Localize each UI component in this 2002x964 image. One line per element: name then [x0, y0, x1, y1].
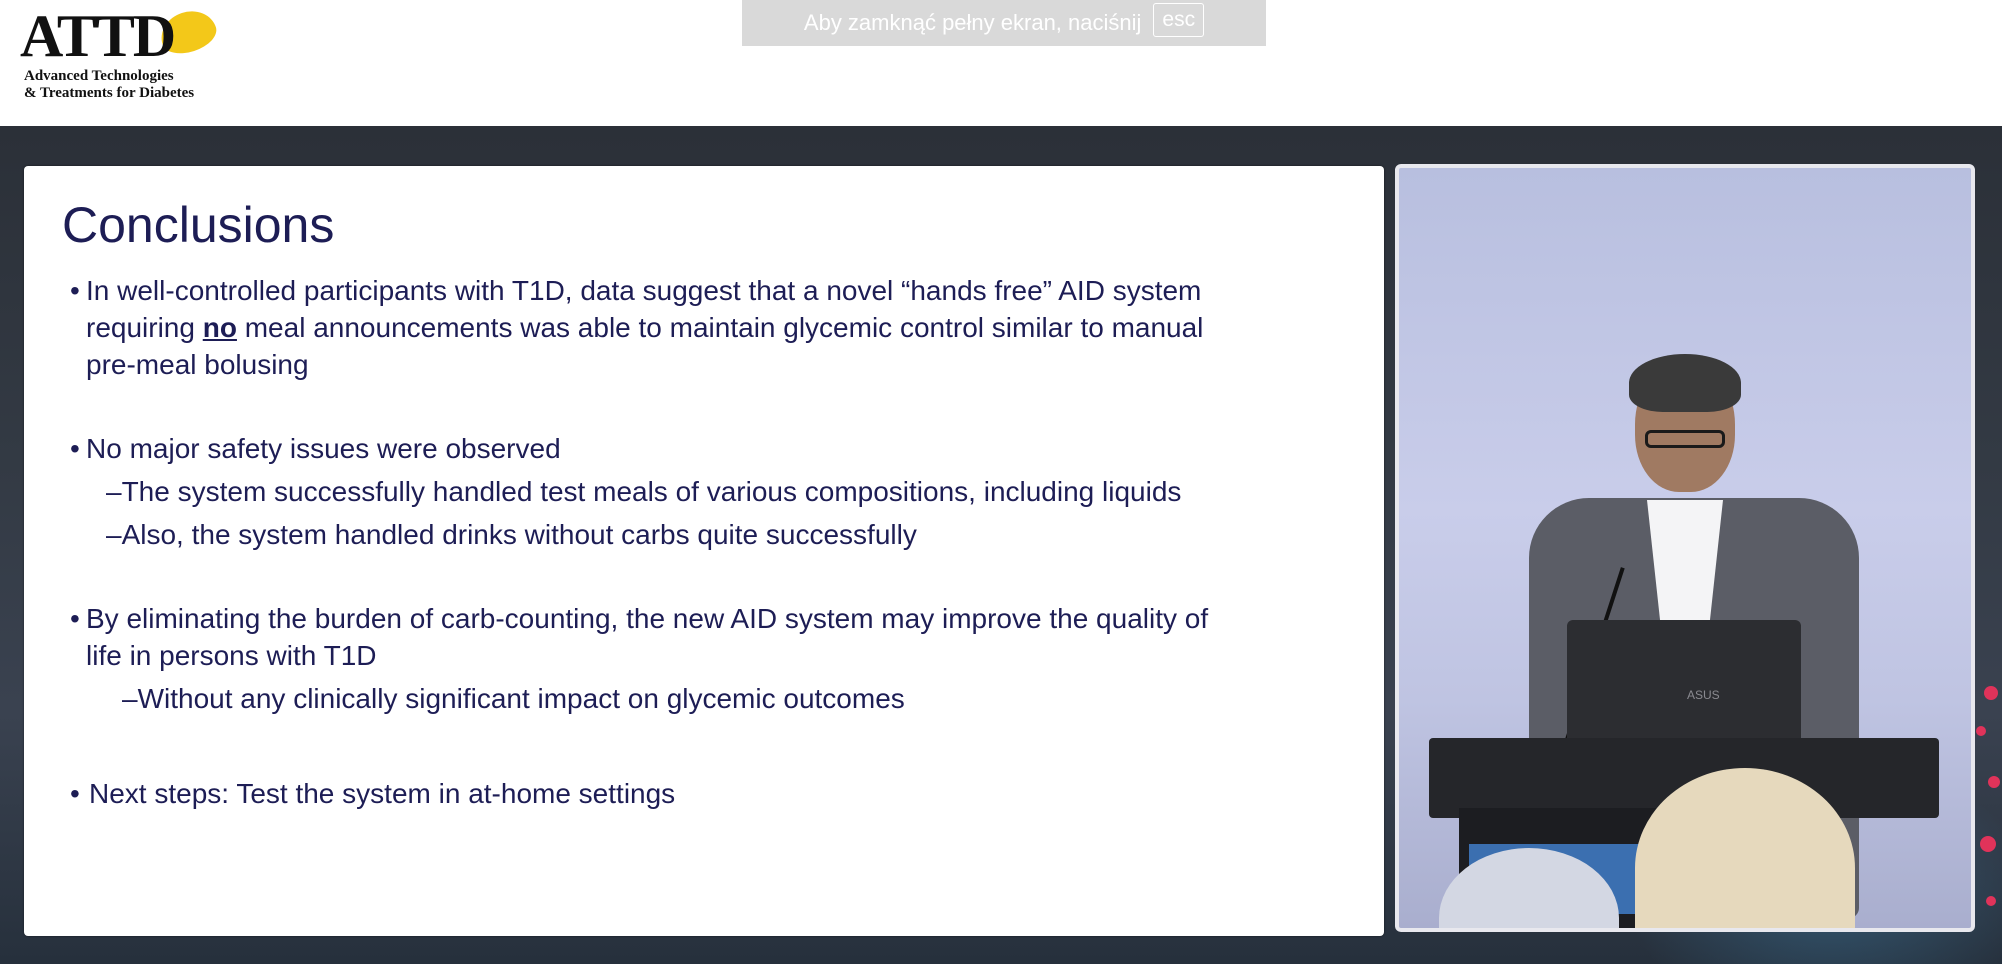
logo-subtitle-line2: & Treatments for Diabetes: [24, 85, 195, 101]
bullet-item: [70, 775, 1370, 812]
sub-bullet: –Without any clinically significant impact on glycemic outcomes: [122, 683, 905, 714]
bullet-marker: •: [70, 778, 80, 809]
laptop-brand-label: ASUS: [1687, 688, 1720, 702]
decorative-dot: [1984, 686, 1998, 700]
bullet-marker: •: [70, 275, 80, 306]
decorative-dot: [1986, 896, 1996, 906]
esc-key-hint: esc: [1153, 3, 1204, 37]
bullet-text-line: life in persons with T1D: [86, 640, 377, 671]
emphasis-no: no: [202, 312, 237, 343]
slide-bullets: [70, 272, 1370, 812]
laptop: [1567, 620, 1801, 750]
bullet-text-line: Next steps: Test the system in at-home settings: [89, 778, 676, 809]
bullet-text-line: In well-controlled participants with T1D, data suggest that a novel “hands free” AID system: [86, 275, 1202, 306]
bullet-text-line: pre-meal bolusing: [86, 349, 309, 380]
header-bar: [0, 0, 2002, 126]
fullscreen-notice-text: Aby zamknąć pełny ekran, naciśnij: [803, 10, 1142, 35]
bullet-item: [70, 272, 1370, 383]
bullet-text-part: requiring: [86, 312, 203, 343]
bullet-text-part: meal announcements was able to maintain glycemic control similar to manual: [236, 312, 1204, 343]
presentation-slide: [24, 166, 1384, 936]
speaker-video-feed: [1395, 164, 1975, 932]
logo-subtitle-line1: Advanced Technologies: [24, 68, 174, 84]
logo-wordmark: ATTD: [20, 3, 175, 69]
video-stage[interactable]: [0, 126, 2002, 964]
bullet-item: [70, 430, 1370, 467]
decorative-dot: [1976, 726, 1986, 736]
speaker-hair: [1629, 354, 1741, 412]
decorative-dots: [1972, 646, 2002, 946]
fullscreen-exit-notice: [742, 0, 1266, 46]
sub-bullet: –Also, the system handled drinks without carbs quite successfully: [106, 519, 917, 550]
attd-logo: [20, 3, 210, 101]
bullet-text-line: No major safety issues were observed: [86, 433, 561, 464]
bullet-marker: •: [70, 433, 80, 464]
decorative-dot: [1980, 836, 1996, 852]
sub-bullet: –The system successfully handled test meals of various compositions, including liquids: [106, 476, 1182, 507]
speaker-glasses: [1645, 430, 1725, 448]
bullet-text-line: By eliminating the burden of carb-counting, the new AID system may improve the quality of: [86, 603, 1209, 634]
bullet-marker: •: [70, 603, 80, 634]
logo-subtitle: [24, 68, 194, 102]
bullet-text-line: [86, 309, 1370, 346]
bullet-item: [70, 600, 1370, 674]
decorative-dot: [1988, 776, 2000, 788]
slide-title: Conclusions: [62, 197, 335, 253]
